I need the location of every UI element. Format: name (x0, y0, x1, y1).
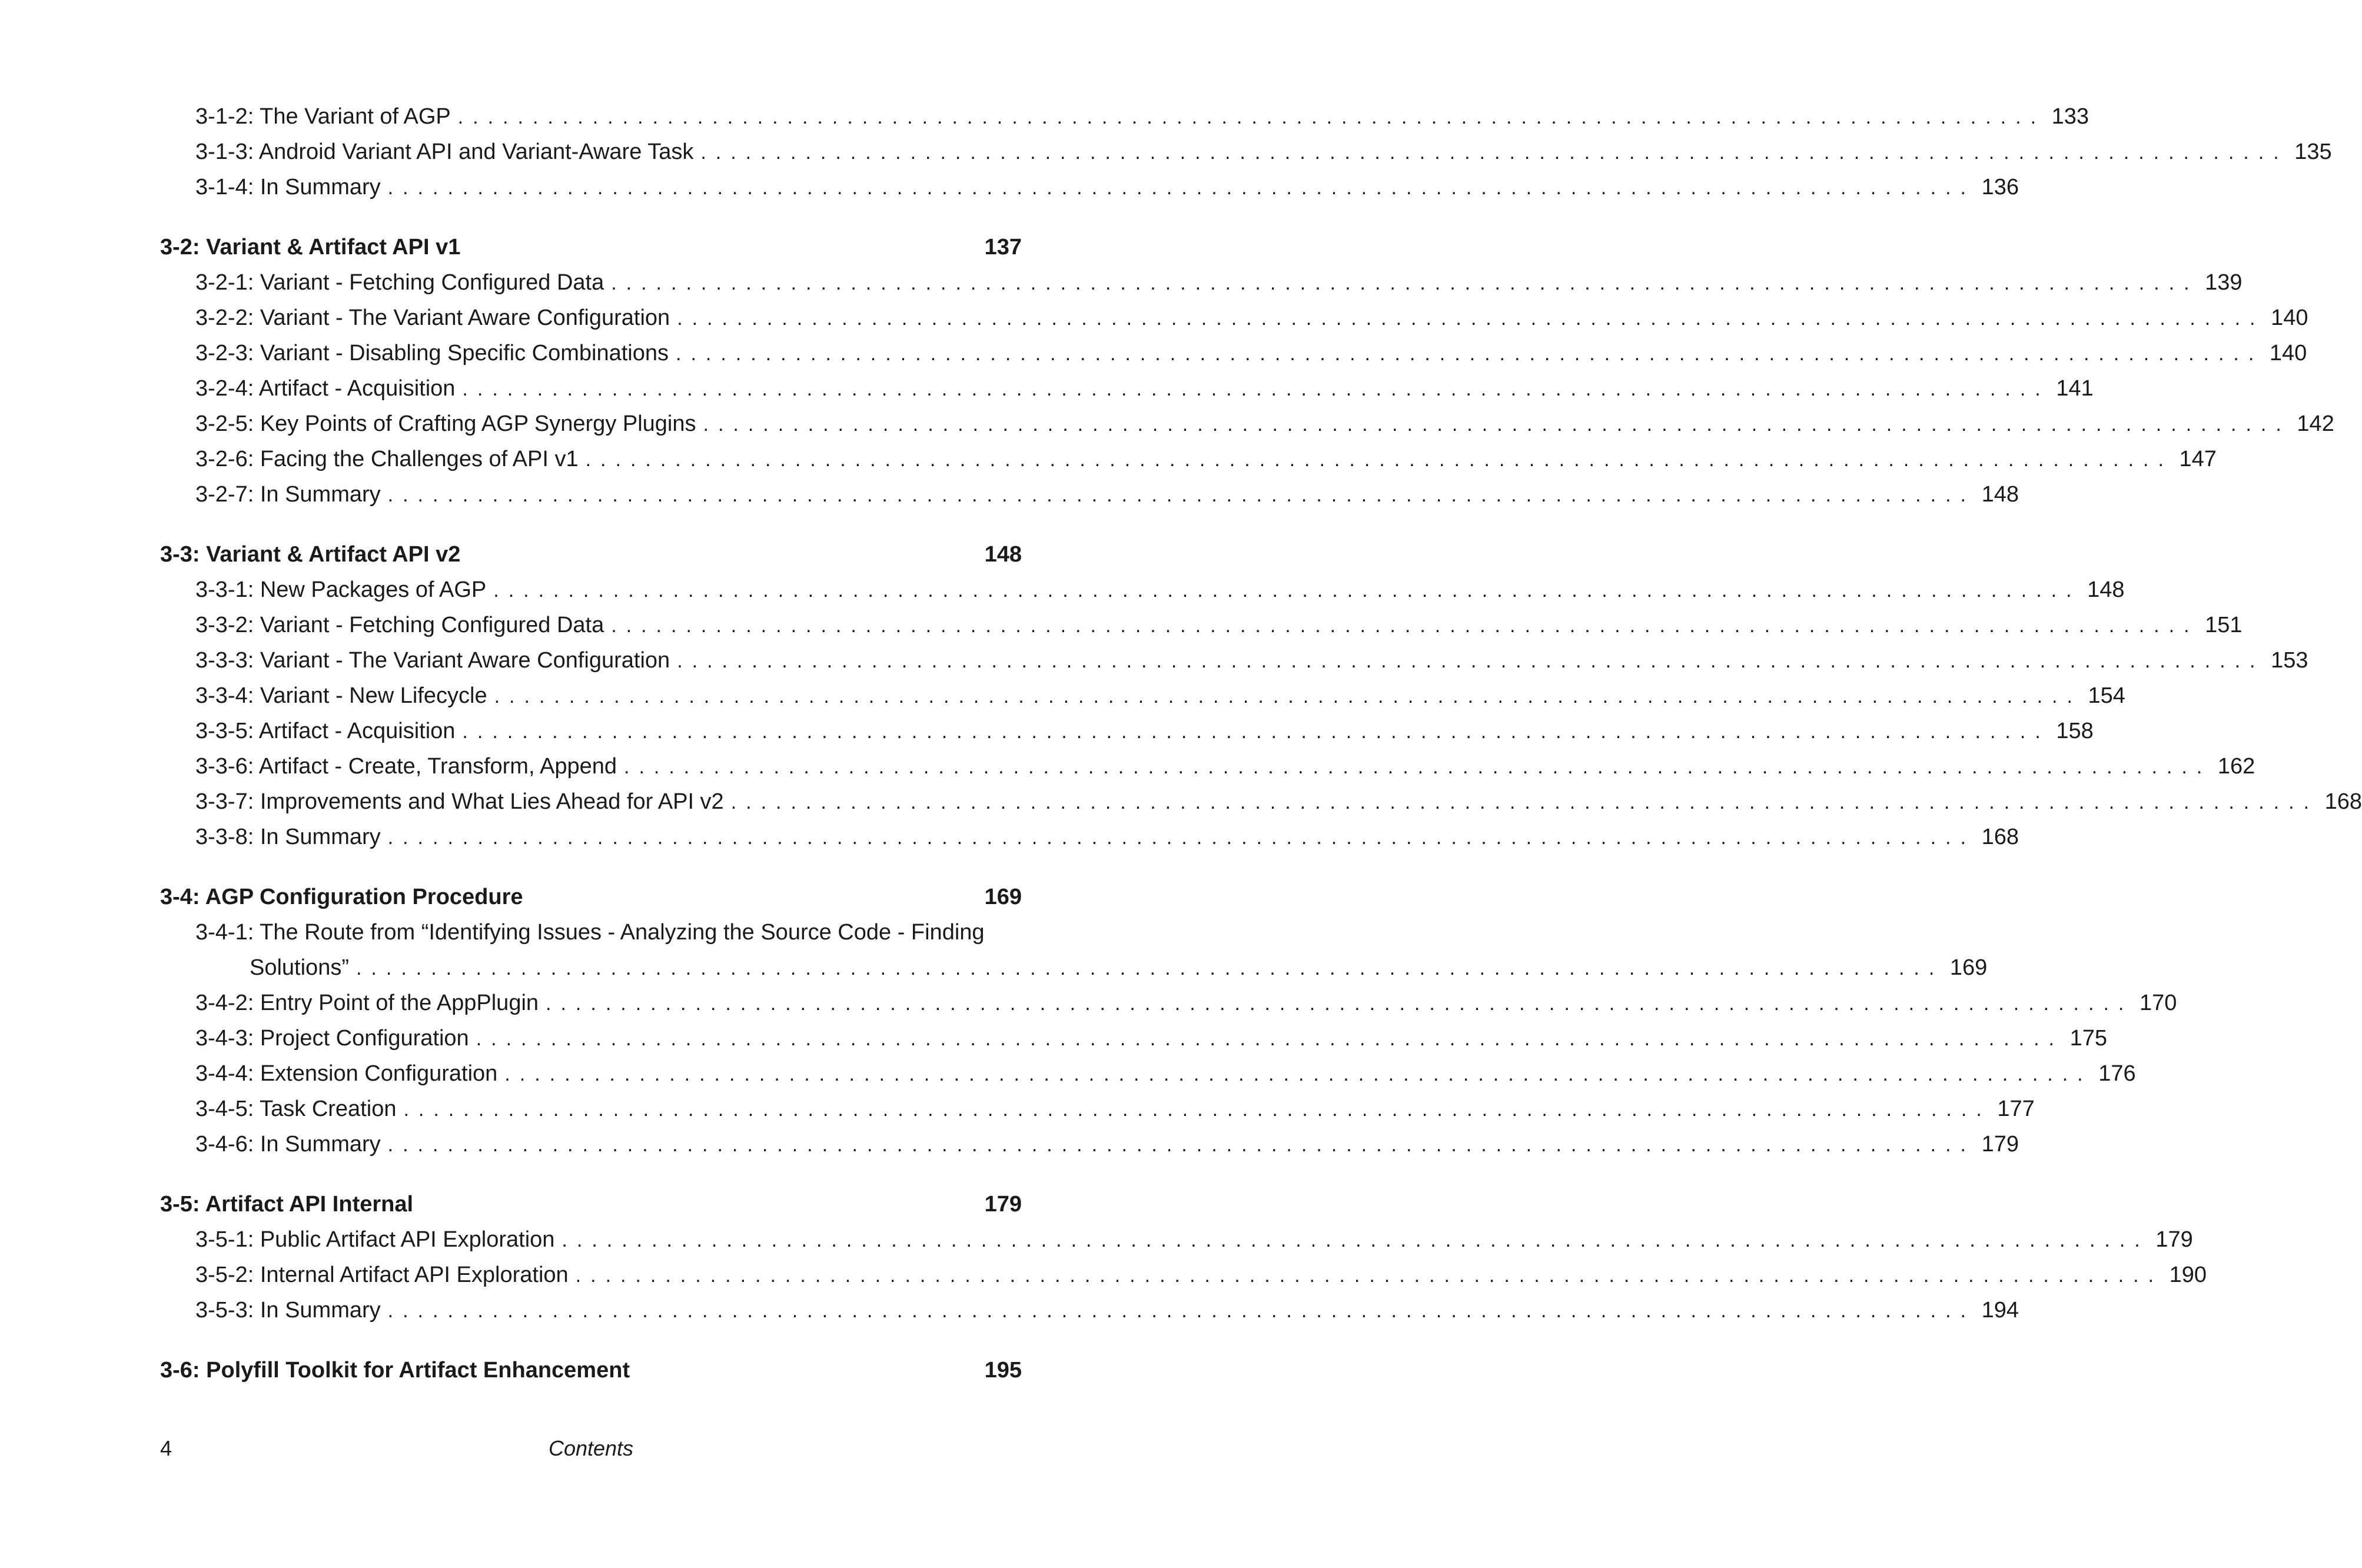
toc-section-label: 3-4: AGP Configuration Procedure (160, 885, 523, 909)
toc-entry[interactable] (160, 784, 2362, 819)
toc-entry-label: 3-2-7: In Summary (195, 482, 381, 507)
page-footer (160, 1436, 1022, 1471)
toc-leader-dots: .......................................................................................................... (562, 1229, 2150, 1251)
toc-section-heading[interactable] (160, 537, 1022, 572)
toc-section-page: 137 (984, 235, 1022, 260)
toc-entry-page: 153 (2271, 648, 2308, 673)
toc-leader-dots: .......................................................................................................... (677, 307, 2265, 330)
toc-entry-page: 148 (1981, 482, 2019, 507)
toc-entry[interactable] (160, 170, 2019, 205)
toc-entry[interactable] (160, 1021, 2107, 1056)
toc-entry[interactable] (160, 819, 2019, 855)
toc-entry-label: 3-3-1: New Packages of AGP (195, 577, 487, 602)
toc-entry-label: 3-2-5: Key Points of Crafting AGP Synergy Plugins (195, 411, 696, 436)
toc-leader-dots: .......................................................................................................... (387, 1134, 1975, 1156)
toc-entry-page: 175 (2069, 1026, 2107, 1051)
toc-entry[interactable] (160, 1091, 2035, 1127)
toc-entry-label: 3-5-3: In Summary (195, 1298, 381, 1323)
toc-entry-label: 3-3-4: Variant - New Lifecycle (195, 683, 487, 708)
toc-entry-page: 169 (1949, 955, 1988, 980)
toc-entry-page: 148 (2087, 577, 2125, 602)
toc-entry[interactable] (160, 335, 2307, 371)
toc-entry[interactable] (160, 1293, 2019, 1328)
toc-leader-dots: .......................................................................................................... (611, 614, 2199, 637)
toc-entry-label: 3-4-1: The Route from “Identifying Issues - Analyzing the Source Code - Finding (195, 920, 985, 945)
toc-section-3-5 (160, 1187, 2207, 1328)
toc-leader-dots: .......................................................................................................... (387, 484, 1975, 506)
toc-entry-page: 190 (2169, 1263, 2207, 1287)
toc-entry-label: 3-3-8: In Summary (195, 825, 381, 849)
toc-section-page: 195 (984, 1358, 1022, 1383)
toc-entry[interactable] (160, 643, 2308, 678)
toc-leader-dots: .......................................................................................................... (575, 1264, 2163, 1287)
toc-leader-dots: .......................................................................................................... (462, 378, 2050, 400)
toc-entry[interactable] (160, 371, 2094, 406)
toc-leader-dots: .......................................................................................................... (356, 957, 1944, 979)
toc-entry[interactable] (160, 300, 2308, 335)
toc-entry-page: 168 (2324, 789, 2362, 814)
toc-entry-page: 168 (1981, 825, 2019, 849)
toc-entry-page: 151 (2205, 613, 2243, 637)
toc-entry[interactable] (160, 406, 2334, 441)
toc-entry-label: 3-1-4: In Summary (195, 175, 381, 200)
toc-entry-page: 194 (1981, 1298, 2019, 1323)
toc-entry[interactable] (160, 607, 2243, 643)
toc-entry-label: 3-3-3: Variant - The Variant Aware Configuration (195, 648, 670, 673)
toc-entry[interactable] (160, 985, 2177, 1021)
toc-leader-dots: .......................................................................................................... (624, 756, 2212, 778)
toc-leader-dots: .......................................................................................................... (387, 826, 1975, 849)
toc-leader-dots: .......................................................................................................... (387, 177, 1975, 199)
toc-section-page: 179 (984, 1192, 1022, 1217)
toc-entry-page: 158 (2056, 719, 2094, 743)
toc-entry-label: 3-3-5: Artifact - Acquisition (195, 719, 456, 743)
toc-entry-label: 3-5-1: Public Artifact API Exploration (195, 1227, 555, 1252)
toc-entry-page: 177 (1997, 1097, 2035, 1121)
toc-entry-page: 135 (2294, 139, 2332, 164)
toc-section-label: 3-5: Artifact API Internal (160, 1192, 414, 1217)
toc-entry-label: 3-2-1: Variant - Fetching Configured Data (195, 270, 604, 295)
toc-leader-dots: .......................................................................................................... (504, 1063, 2092, 1085)
toc-entry-page: 136 (1981, 175, 2019, 200)
toc-leader-dots: .......................................................................................................... (611, 272, 2199, 294)
toc-entry-label: 3-4-3: Project Configuration (195, 1026, 469, 1051)
toc-entry-page: 147 (2179, 447, 2217, 471)
toc-section-heading[interactable] (160, 230, 1022, 265)
toc-entry[interactable] (160, 678, 2125, 713)
toc-entry-label: 3-4-6: In Summary (195, 1132, 381, 1157)
toc-leader-dots: .......................................................................................................... (403, 1098, 1991, 1121)
toc-leader-dots: .......................................................................................................... (585, 449, 2173, 471)
toc-page (160, 99, 2362, 1413)
toc-section-heading[interactable] (160, 1187, 1022, 1222)
toc-section-heading[interactable] (160, 1353, 1022, 1388)
page-number: 4 (160, 1436, 172, 1460)
toc-entry-label: 3-3-2: Variant - Fetching Configured Data (195, 613, 604, 637)
toc-section-3-1-continued (160, 99, 2332, 205)
toc-entry[interactable] (160, 713, 2094, 749)
toc-section-label: 3-6: Polyfill Toolkit for Artifact Enhancement (160, 1358, 630, 1383)
toc-entry-page: 139 (2205, 270, 2243, 295)
toc-leader-dots: .......................................................................................................... (462, 720, 2050, 743)
toc-entry-label: 3-3-6: Artifact - Create, Transform, Append (195, 754, 617, 779)
toc-entry-label: 3-2-4: Artifact - Acquisition (195, 376, 456, 401)
toc-entry-label: 3-1-3: Android Variant API and Variant-Aware Task (195, 139, 694, 164)
toc-section-label: 3-2: Variant & Artifact API v1 (160, 235, 461, 260)
toc-entry[interactable] (160, 265, 2243, 300)
toc-section-3-3 (160, 537, 2362, 855)
toc-entry-page: 162 (2217, 754, 2255, 779)
toc-entry-label: 3-4-2: Entry Point of the AppPlugin (195, 991, 539, 1015)
toc-entry-wrapped[interactable] (160, 915, 1988, 985)
toc-section-3-4 (160, 879, 2177, 1162)
toc-entry[interactable] (160, 749, 2255, 784)
toc-leader-dots: .......................................................................................................... (700, 141, 2288, 164)
toc-entry-label: 3-3-7: Improvements and What Lies Ahead for API v2 (195, 789, 724, 814)
toc-entry-page: 142 (2297, 411, 2334, 436)
toc-entry-page: 140 (2271, 305, 2308, 330)
toc-entry-page: 133 (2051, 104, 2089, 129)
toc-entry[interactable] (160, 1056, 2136, 1091)
toc-entry-page: 170 (2139, 991, 2177, 1015)
toc-leader-dots: .......................................................................................................... (546, 992, 2134, 1015)
toc-entry[interactable] (160, 1257, 2207, 1293)
toc-section-heading[interactable] (160, 879, 1022, 915)
toc-entry-page: 179 (1981, 1132, 2019, 1157)
running-title: Contents (548, 1436, 634, 1460)
toc-entry[interactable] (160, 1127, 2019, 1162)
toc-entry-label: 3-5-2: Internal Artifact API Exploration (195, 1263, 569, 1287)
toc-leader-dots: .......................................................................................................... (493, 579, 2081, 602)
toc-entry[interactable] (160, 99, 2089, 134)
toc-leader-dots: .......................................................................................................... (730, 791, 2319, 813)
toc-leader-dots: .......................................................................................................... (677, 650, 2265, 672)
toc-entry[interactable] (160, 477, 2019, 512)
toc-entry[interactable] (160, 134, 2332, 170)
toc-entry-label: 3-4-4: Extension Configuration (195, 1061, 498, 1086)
toc-leader-dots: .......................................................................................................... (476, 1028, 2064, 1050)
toc-entry-page: 154 (2088, 683, 2125, 708)
toc-entry-label: 3-2-3: Variant - Disabling Specific Combinations (195, 341, 669, 366)
toc-section-label: 3-3: Variant & Artifact API v2 (160, 542, 461, 567)
toc-entry[interactable] (160, 441, 2217, 477)
toc-leader-dots: .......................................................................................................... (387, 1300, 1975, 1322)
toc-entry-page: 140 (2269, 341, 2307, 366)
toc-entry[interactable] (160, 572, 2125, 607)
toc-entry-label: 3-4-5: Task Creation (195, 1097, 397, 1121)
toc-section-page: 148 (984, 542, 1022, 567)
toc-leader-dots: .......................................................................................................... (676, 343, 2264, 365)
toc-leader-dots: .......................................................................................................... (494, 685, 2082, 707)
toc-entry-label: 3-2-2: Variant - The Variant Aware Configuration (195, 305, 670, 330)
toc-leader-dots: .......................................................................................................... (457, 106, 2046, 128)
toc-entry[interactable] (160, 1222, 2193, 1257)
toc-section-3-6 (160, 1353, 1022, 1388)
toc-section-3-2 (160, 230, 2334, 512)
toc-section-page: 169 (984, 885, 1022, 909)
toc-entry-label-continued: Solutions” (250, 955, 349, 980)
toc-leader-dots: .......................................................................................................... (703, 413, 2291, 436)
toc-entry-label: 3-2-6: Facing the Challenges of API v1 (195, 447, 579, 471)
toc-entry-page: 176 (2098, 1061, 2136, 1086)
toc-entry-page: 179 (2155, 1227, 2193, 1252)
toc-entry-page: 141 (2056, 376, 2094, 401)
toc-entry-label: 3-1-2: The Variant of AGP (195, 104, 451, 129)
